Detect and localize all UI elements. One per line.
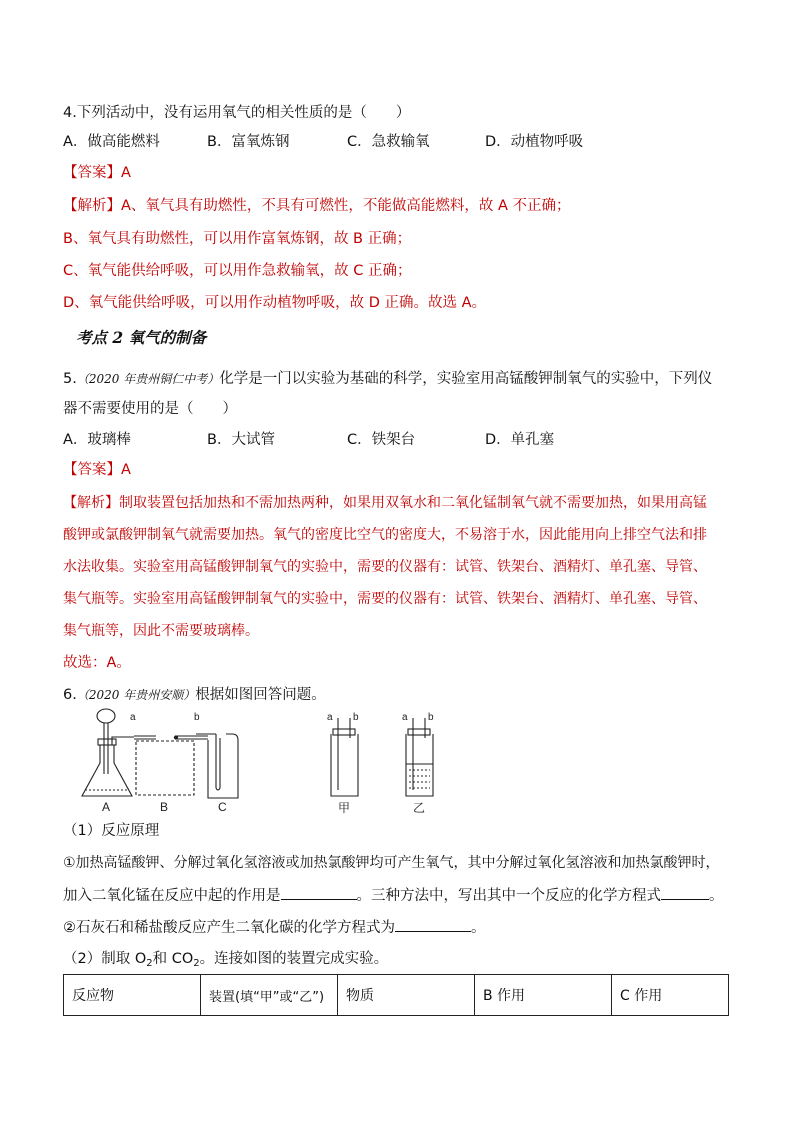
answer-value: A [121, 462, 131, 478]
q5-analysis-2: 酸钾或氯酸钾制氧气就需要加热。氧气的密度比空气的密度大，不易溶于水，因此能用向上排空气法和排 [63, 527, 707, 543]
label-a-jia: a [327, 712, 333, 723]
q4-option-c: C．急救输氧 [347, 134, 430, 150]
label-b: b [194, 712, 200, 723]
q6-stem [63, 685, 326, 705]
q5-analysis-4: 集气瓶等。实验室用高锰酸钾制氧气的实验中，需要的仪器有：试管、铁架台、酒精灯、单孔塞、导管、 [63, 591, 707, 607]
label-yi: 乙 [413, 801, 426, 815]
q6-item1-line2 [63, 885, 724, 906]
part2-sub-2: 2 [193, 958, 200, 969]
q6-source: （2020 年贵州安顺） [76, 688, 196, 702]
stopper-a [98, 739, 116, 745]
table-header-cell: 装置(填“甲”或“乙”) [201, 975, 338, 1016]
answer-label: 【答案】 [63, 462, 121, 478]
table-header-cell: B 作用 [475, 975, 612, 1016]
flask-a [82, 745, 132, 796]
q4-option-d: D．动植物呼吸 [485, 134, 584, 150]
q5-options [63, 430, 623, 450]
funnel-bulb [97, 709, 115, 723]
answer-label: 【答案】 [63, 165, 121, 181]
q5-analysis-3: 水法收集。实验室用高锰酸钾制氧气的实验中，需要的仪器有：试管、铁架台、酒精灯、单孔塞、导管、 [63, 559, 707, 575]
q5-stem-line2: 器不需要使用的是（ ） [63, 401, 237, 417]
q6-stem-text: 根据如图回答问题。 [195, 687, 326, 703]
part2-text-c: 。连接如图的装置完成实验。 [199, 951, 389, 967]
answer-blank-1[interactable] [281, 885, 357, 900]
q4-stem: 4.下列活动中，没有运用氧气的相关性质的是（ ） [63, 105, 411, 121]
q5-answer [63, 460, 131, 480]
label-apparatus-b: B [160, 800, 169, 814]
label-apparatus-c: C [218, 800, 227, 814]
analysis-label: 【解析】 [63, 495, 119, 511]
bottle-jia [331, 734, 358, 796]
q4-analysis-3: C、氧气能供给呼吸，可以用作急救输氧，故 C 正确； [63, 263, 412, 279]
q4-answer [63, 163, 131, 183]
part2-text-a: （2）制取 O [63, 951, 147, 967]
item1-text-a: 加入二氧化锰在反应中起的作用是 [63, 888, 281, 904]
analysis-label: 【解析】 [63, 198, 121, 214]
q4-analysis-1 [63, 196, 571, 216]
answer-table [63, 974, 729, 1016]
box-b [136, 741, 194, 795]
q5-source: （2020 年贵州铜仁中考） [76, 372, 220, 386]
q6-item2 [63, 917, 486, 938]
item2-text-b: 。 [471, 920, 486, 936]
answer-blank-2[interactable] [661, 885, 709, 900]
q6-part2-title [63, 949, 388, 974]
item1-text-c: 。 [709, 888, 724, 904]
part2-sub-1: 2 [146, 958, 153, 969]
label-a-yi: a [402, 712, 408, 723]
label-a: a [130, 712, 136, 723]
bottle-c [208, 734, 238, 798]
q4-option-b: B．富氧炼钢 [207, 134, 290, 150]
q5-conclusion: 故选：A。 [63, 655, 131, 671]
answer-blank-3[interactable] [395, 917, 471, 932]
q5-option-a: A．玻璃棒 [63, 432, 131, 448]
q6-item1-line1: ①加热高锰酸钾、分解过氧化氢溶液或加热氯酸钾均可产生氧气，其中分解过氧化氢溶液和加热氯酸钾时， [63, 855, 720, 871]
label-b-yi: b [428, 712, 434, 723]
item2-text-a: ②石灰石和稀盐酸反应产生二氧化碳的化学方程式为 [63, 920, 395, 936]
answer-value: A [121, 165, 131, 181]
q5-stem-line1 [63, 369, 712, 389]
q5-number: 5. [63, 371, 77, 387]
table-header-cell: C 作用 [612, 975, 729, 1016]
apparatus-figure [76, 708, 456, 820]
label-b-jia: b [353, 712, 359, 723]
q5-option-d: D．单孔塞 [485, 432, 555, 448]
q4-option-a: A．做高能燃料 [63, 134, 160, 150]
q4-options [63, 132, 623, 152]
q5-option-c: C．铁架台 [347, 432, 416, 448]
label-jia: 甲 [338, 801, 351, 815]
part2-text-b: 和 CO [152, 951, 194, 967]
q6-part1-title: （1）反应原理 [63, 823, 160, 839]
table-header-cell: 反应物 [64, 975, 201, 1016]
q6-number: 6. [63, 687, 77, 703]
bottle-yi [406, 734, 433, 796]
q5-stem-text: 化学是一门以实验为基础的科学，实验室用高锰酸钾制氧气的实验中，下列仪 [219, 371, 713, 387]
table-header-cell: 物质 [338, 975, 475, 1016]
analysis-text: A、氧气具有助燃性，不具有可燃性，不能做高能燃料，故 A 不正确； [121, 198, 571, 214]
q5-analysis-5: 集气瓶等，因此不需要玻璃棒。 [63, 623, 259, 639]
q4-analysis-2: B、氧气具有助燃性，可以用作富氧炼钢，故 B 正确； [63, 231, 412, 247]
q5-analysis-1 [63, 493, 707, 513]
q4-analysis-4: D、氧气能供给呼吸，可以用作动植物呼吸，故 D 正确。故选 A。 [63, 295, 487, 311]
item1-text-b: 。三种方法中，写出其中一个反应的化学方程式 [356, 888, 661, 904]
label-apparatus-a: A [102, 800, 111, 814]
table-header-row [64, 975, 729, 1016]
section-heading: 考点 2 氧气的制备 [76, 328, 207, 347]
analysis-text: 制取装置包括加热和不需加热两种，如果用双氧水和二氧化锰制氧气就不需要加热，如果用高锰 [119, 495, 707, 511]
q5-option-b: B．大试管 [207, 432, 275, 448]
